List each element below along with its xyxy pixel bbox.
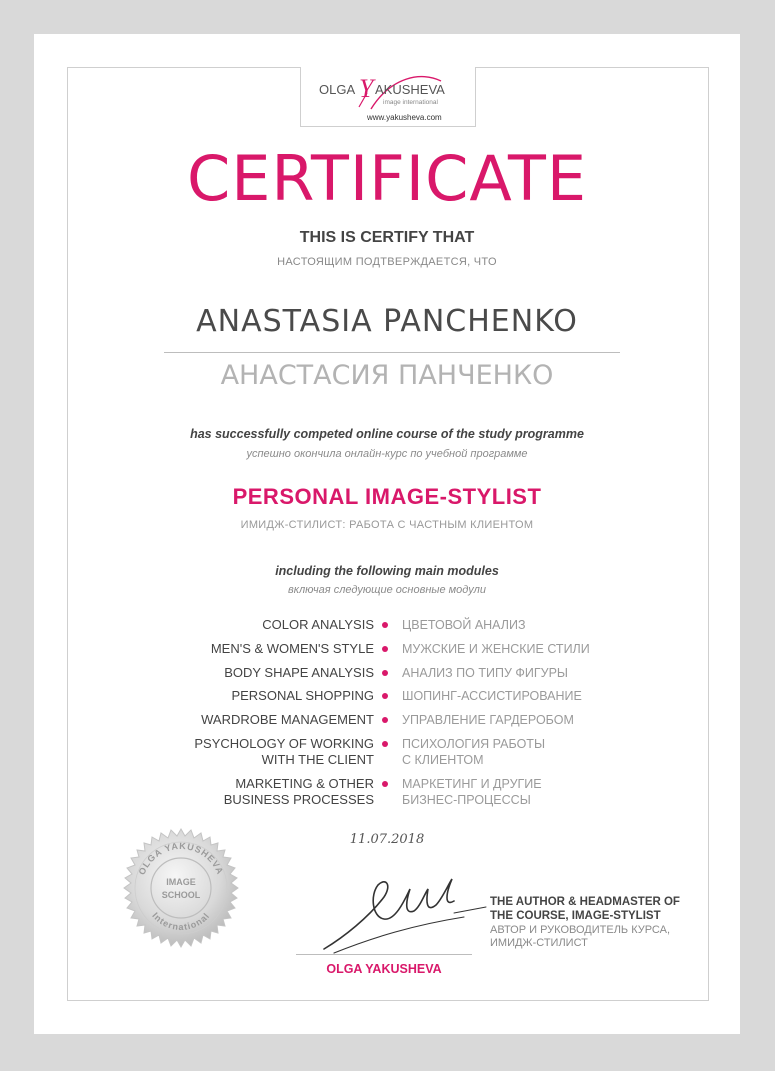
course-title-ru: ИМИДЖ-СТИЛИСТ: РАБОТА С ЧАСТНЫМ КЛИЕНТОМ	[240, 519, 534, 531]
module-en: PSYCHOLOGY OF WORKING WITH THE CLIENT	[194, 736, 374, 767]
module-bullet	[382, 741, 388, 747]
module-bullet	[382, 717, 388, 723]
author-title-en: THE AUTHOR & HEADMASTER OF THE COURSE, IMAGE-STYLIST	[490, 896, 680, 922]
logo-brand-second: AKUSHEVA	[375, 82, 445, 97]
completed-ru: успешно окончила онлайн-курс по учебной программе	[246, 448, 528, 460]
module-ru: ЦВЕТОВОЙ АНАЛИЗ	[402, 618, 526, 632]
certify-en: THIS IS CERTIFY THAT	[299, 229, 475, 246]
modules-heading-ru: включая следующие основные модули	[288, 584, 486, 596]
logo-box	[300, 67, 476, 127]
author-block	[490, 895, 710, 950]
author-title-ru: АВТОР И РУКОВОДИТЕЛЬ КУРСА, ИМИДЖ-СТИЛИСТ	[490, 924, 671, 949]
certify-ru: НАСТОЯЩИМ ПОДТВЕРЖДАЕТСЯ, ЧТО	[277, 256, 497, 268]
recipient-name-ru: АНАСТАСИЯ ПАНЧЕНКО	[220, 360, 554, 391]
seal-center-line1: IMAGE	[166, 877, 196, 887]
recipient-name-en: ANASTASIA PANCHENKO	[196, 304, 578, 339]
logo-icon	[301, 67, 477, 127]
certificate-title: CERTIFICATE	[186, 142, 588, 215]
seal-text-top: OLGA YAKUSHEVA	[136, 840, 226, 877]
certificate-sheet	[34, 34, 740, 1034]
module-ru: УПРАВЛЕНИЕ ГАРДЕРОБОМ	[402, 713, 574, 727]
logo-brand-first: OLGA	[319, 82, 356, 97]
module-en: MEN'S & WOMEN'S STYLE	[210, 641, 374, 656]
seal-text-bottom: International	[150, 910, 212, 933]
signature-line	[296, 954, 472, 955]
module-ru: АНАЛИЗ ПО ТИПУ ФИГУРЫ	[402, 666, 568, 680]
module-bullet	[382, 781, 388, 787]
logo-website: www.yakusheva.com	[367, 113, 442, 122]
module-bullet	[382, 693, 388, 699]
logo-tagline: image international	[383, 99, 438, 106]
module-bullet	[382, 646, 388, 652]
module-ru: ПСИХОЛОГИЯ РАБОТЫ С КЛИЕНТОМ	[402, 737, 546, 767]
module-ru: МУЖСКИЕ И ЖЕНСКИЕ СТИЛИ	[402, 642, 590, 656]
module-ru: ШОПИНГ-АССИСТИРОВАНИЕ	[402, 689, 582, 703]
issue-date: 11.07.2018	[349, 832, 425, 847]
seal-center-line2: SCHOOL	[161, 890, 201, 900]
module-en: BODY SHAPE ANALYSIS	[224, 665, 374, 680]
modules-heading-en: including the following main modules	[275, 564, 499, 578]
signature-icon	[314, 867, 494, 957]
module-ru: МАРКЕТИНГ И ДРУГИЕ БИЗНЕС-ПРОЦЕССЫ	[402, 777, 542, 807]
logo-brand-initial: Y	[359, 74, 374, 103]
module-bullet	[382, 670, 388, 676]
module-en: PERSONAL SHOPPING	[231, 688, 374, 703]
seal-icon	[120, 827, 242, 949]
module-en: MARKETING & OTHER BUSINESS PROCESSES	[223, 776, 374, 807]
module-en: WARDROBE MANAGEMENT	[201, 712, 374, 727]
course-title-en: PERSONAL IMAGE-STYLIST	[232, 484, 542, 509]
signatory-name: OLGA YAKUSHEVA	[326, 962, 442, 976]
module-en: COLOR ANALYSIS	[262, 617, 374, 632]
completed-en: has successfully competed online course of the study programme	[190, 427, 584, 441]
module-bullet	[382, 622, 388, 628]
name-divider	[164, 352, 620, 353]
